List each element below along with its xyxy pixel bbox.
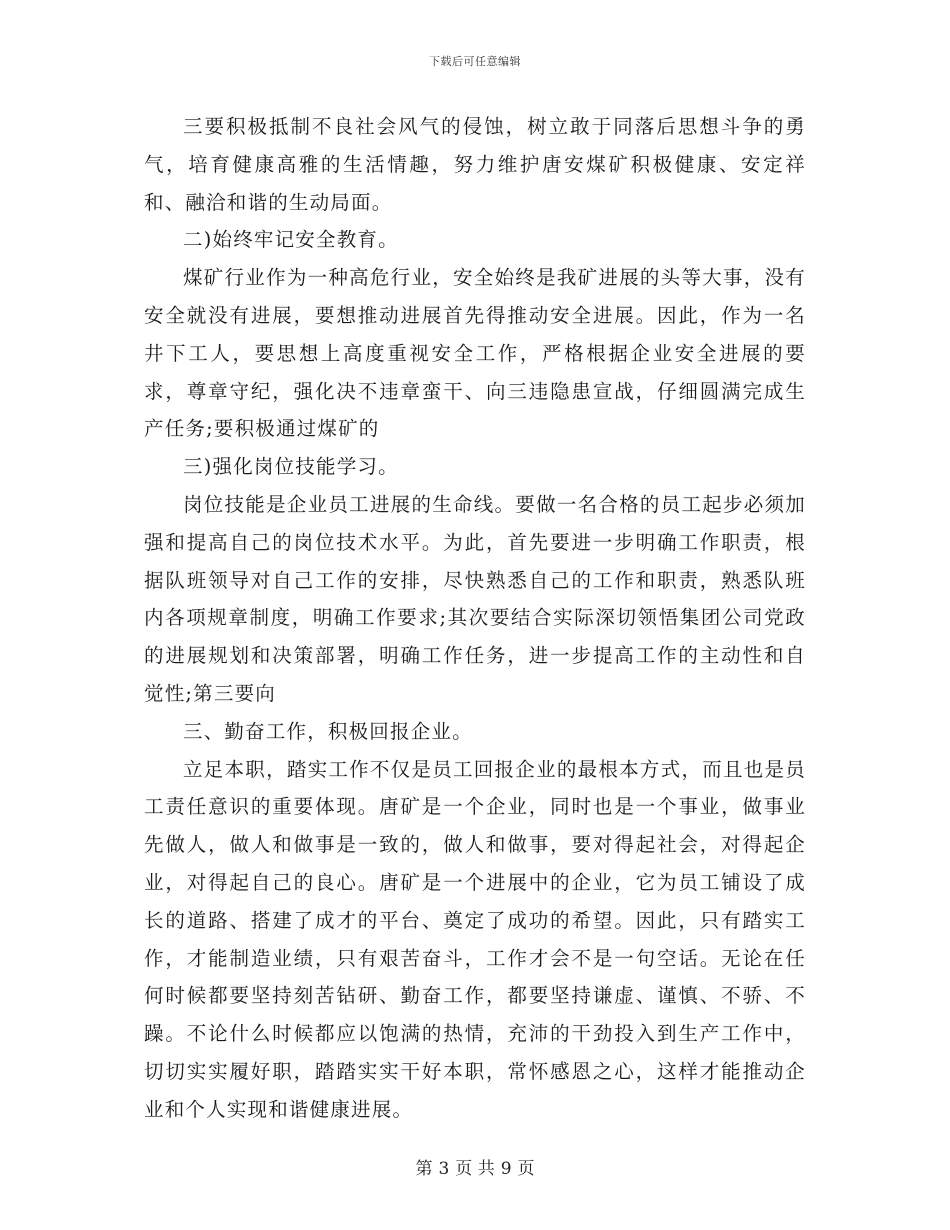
paragraph-culture: 三要积极抵制不良社会风气的侵蚀，树立敢于同落后思想斗争的勇气，培育健康高雅的生活情趣，努力维护唐安煤矿积极健康、安定祥和、融洽和谐的生动局面。 xyxy=(144,115,806,214)
page-number: 3 xyxy=(438,1159,450,1179)
footer-middle: 页 共 xyxy=(455,1159,495,1179)
paragraph-safety: 煤矿行业作为一种高危行业，安全始终是我矿进展的头等大事，没有安全就没有进展，要想推动进展首先得推动安全进展。因此，作为一名井下工人，要思想上高度重视安全工作，严格根据企业安全进展的要求，尊章守纪，强化决不违章蛮干、向三违隐患宣战，仔细圆满完成生产任务;要积极通过煤矿的 xyxy=(144,266,806,441)
page-total: 9 xyxy=(500,1159,512,1179)
paragraph-work: 立足本职，踏实工作不仅是员工回报企业的最根本方式，而且也是员工责任意识的重要体现。唐矿是一个企业，同时也是一个事业，做事业先做人，做人和做事是一致的，做人和做事，要对得起社会，对得起企业，对得起自己的良心。唐矿是一个进展中的企业，它为员工铺设了成长的道路、搭建了成才的平台、奠定了成功的希望。因此，只有踏实工作，才能制造业绩，只有艰苦奋斗，工作才会不是一句空话。无论在任何时候都要坚持刻苦钻研、勤奋工作，都要坚持谦虚、谨慎、不骄、不躁。不论什么时候都应以饱满的热情，充沛的干劲投入到生产工作中，切切实实履好职，踏踏实实干好本职，常怀感恩之心，这样才能推动企业和个人实现和谐健康进展。 xyxy=(144,757,806,1121)
footer-suffix: 页 xyxy=(517,1159,535,1179)
section-heading-skills: 三)强化岗位技能学习。 xyxy=(183,455,399,479)
section-heading-safety: 二)始终牢记安全教育。 xyxy=(183,228,399,252)
footer-prefix: 第 xyxy=(415,1159,433,1179)
page-header: 下载后可任意编辑 xyxy=(429,55,521,68)
page-footer xyxy=(0,1154,950,1179)
document-body xyxy=(144,108,806,1129)
paragraph-skills: 岗位技能是企业员工进展的生命线。要做一名合格的员工起步必须加强和提高自己的岗位技术水平。为此，首先要进一步明确工作职责，根据队班领导对自己工作的安排，尽快熟悉自己的工作和职责，熟悉队班内各项规章制度，明确工作要求;其次要结合实际深切领悟集团公司党政的进展规划和决策部署，明确工作任务，进一步提高工作的主动性和自觉性;第三要向 xyxy=(144,492,806,705)
section-heading-work: 三、勤奋工作，积极回报企业。 xyxy=(183,719,473,743)
